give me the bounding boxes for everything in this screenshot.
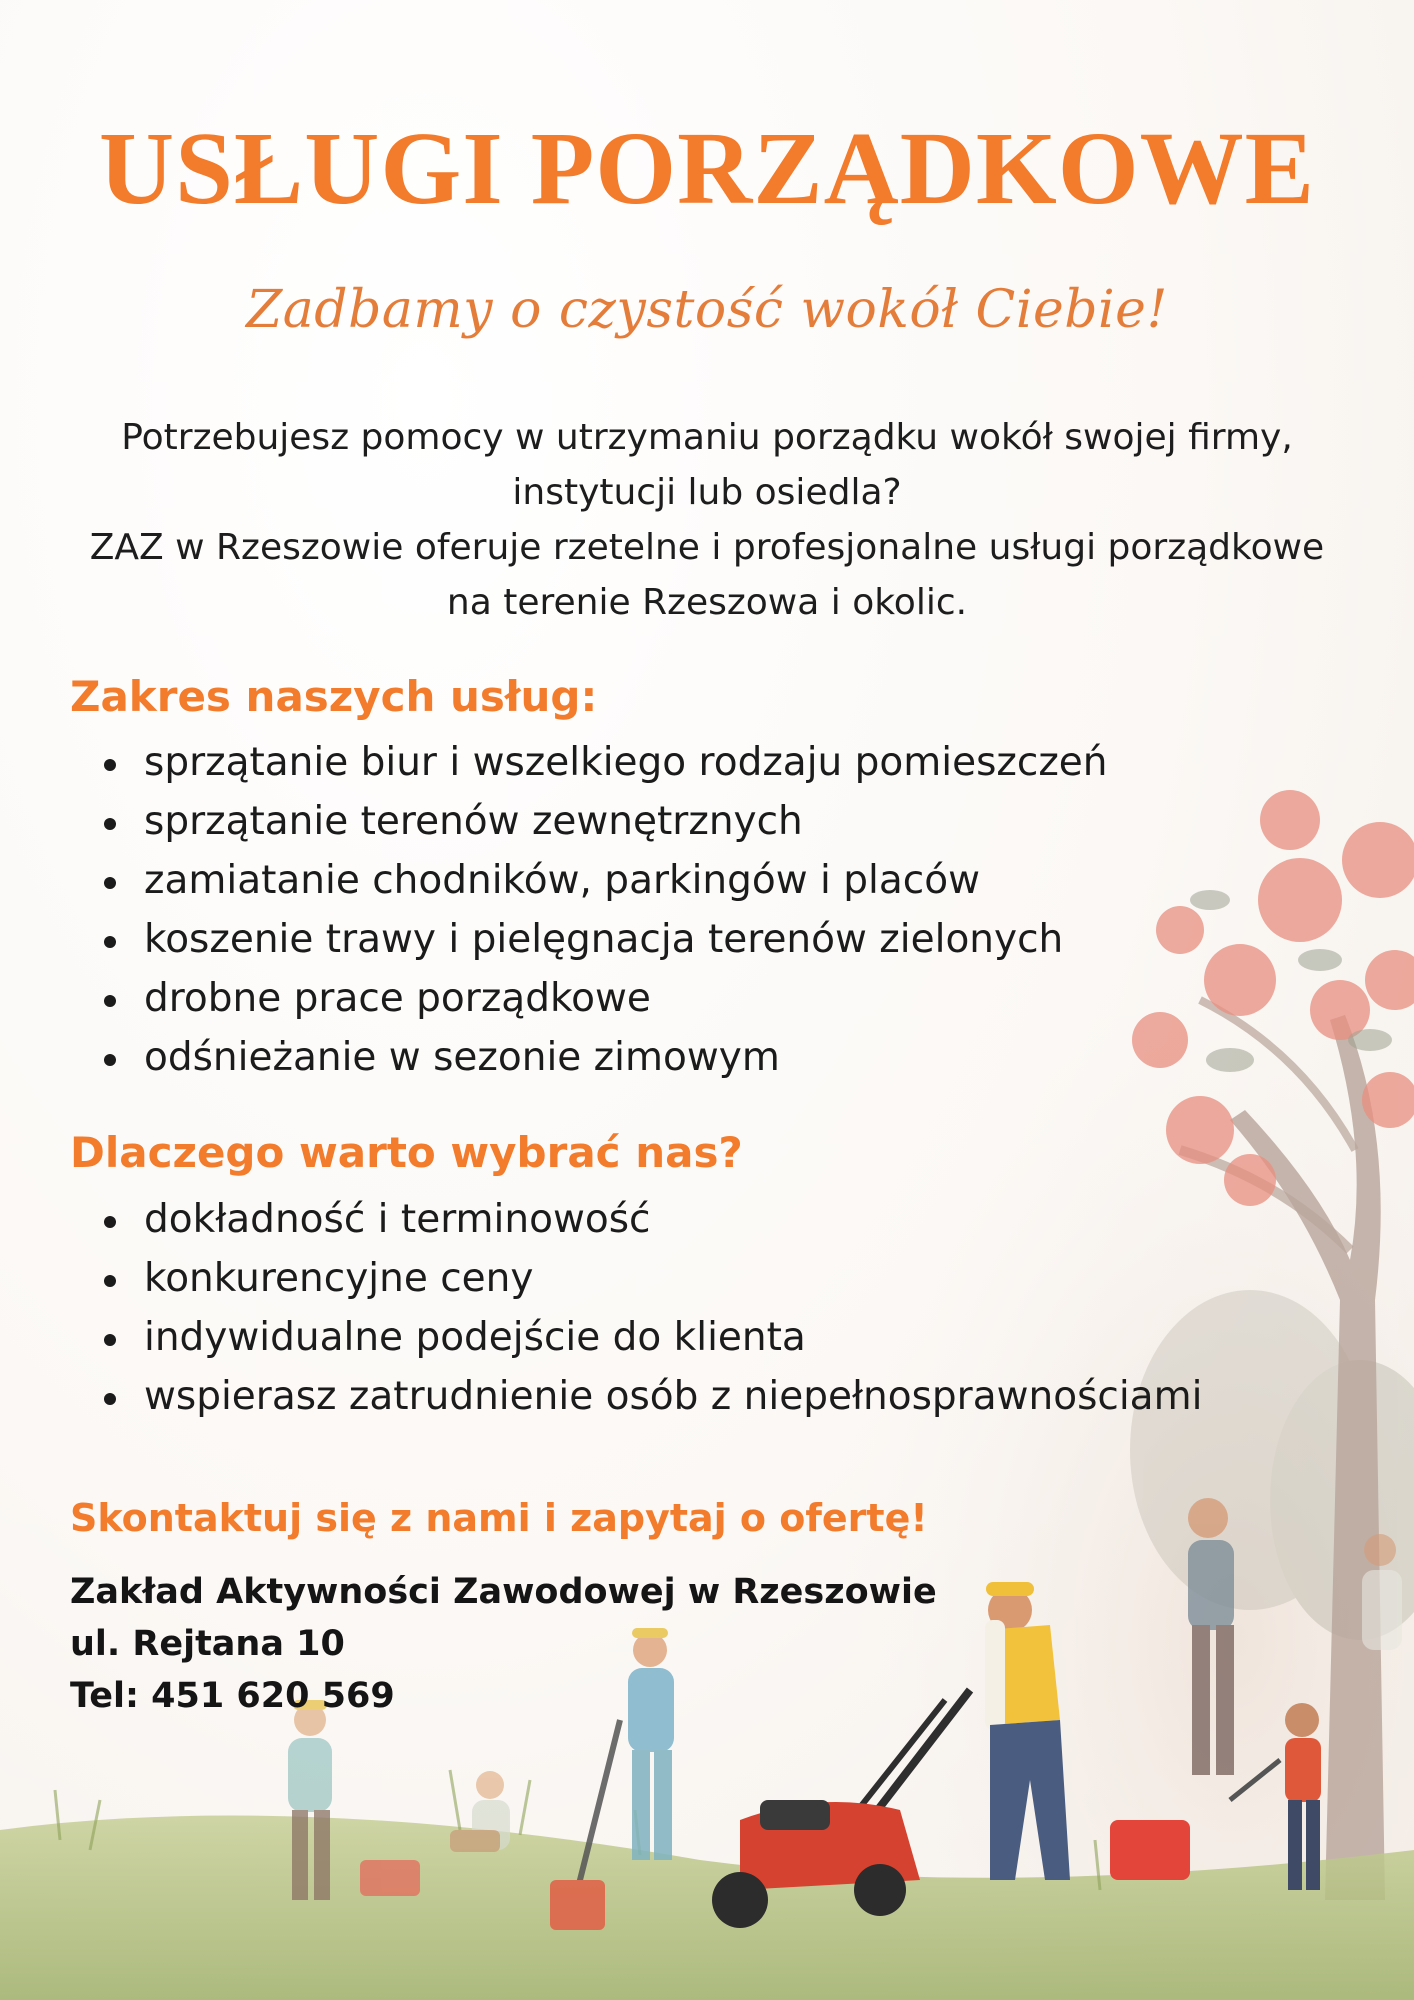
service-item: sprzątanie terenów zewnętrznych [98,792,1108,851]
address: ul. Rejtana 10 [70,1624,345,1664]
intro-line: ZAZ w Rzeszowie oferuje rzetelne i profesjonalne usługi porządkowe [89,527,1325,568]
why-us-item: konkurencyjne ceny [98,1249,1202,1308]
service-item: drobne prace porządkowe [98,969,1108,1028]
why-us-item: dokładność i terminowość [98,1190,1202,1249]
services-heading: Zakres naszych usług: [70,672,598,721]
intro-line: na terenie Rzeszowa i okolic. [446,582,968,623]
service-item: zamiatanie chodników, parkingów i placów [98,851,1108,910]
service-item: sprzątanie biur i wszelkiego rodzaju pomieszczeń [98,733,1108,792]
contact-block [70,1566,937,1722]
service-item: odśnieżanie w sezonie zimowym [98,1028,1108,1087]
intro-line: Potrzebujesz pomocy w utrzymaniu porządku wokół swojej firmy, [121,417,1293,458]
why-us-item: indywidualne podejście do klienta [98,1308,1202,1367]
contact-heading: Skontaktuj się z nami i zapytaj o ofertę! [70,1496,928,1540]
worker-kneeling [450,1771,510,1852]
why-us-item: wspierasz zatrudnienie osób z niepełnosprawnościami [98,1367,1202,1426]
intro-paragraph [40,410,1374,630]
organization-name: Zakład Aktywności Zawodowej w Rzeszowie [70,1572,937,1612]
tagline: Zadbamy o czystość wokół Ciebie! [246,280,1168,340]
service-item: koszenie trawy i pielęgnacja terenów zielonych [98,910,1108,969]
why-us-list [98,1190,1202,1426]
why-us-heading: Dlaczego warto wybrać nas? [70,1128,743,1177]
intro-line: instytucji lub osiedla? [512,472,902,513]
page-title: USŁUGI PORZĄDKOWE [98,111,1316,226]
phone-number: Tel: 451 620 569 [70,1676,395,1716]
services-list [98,733,1108,1087]
